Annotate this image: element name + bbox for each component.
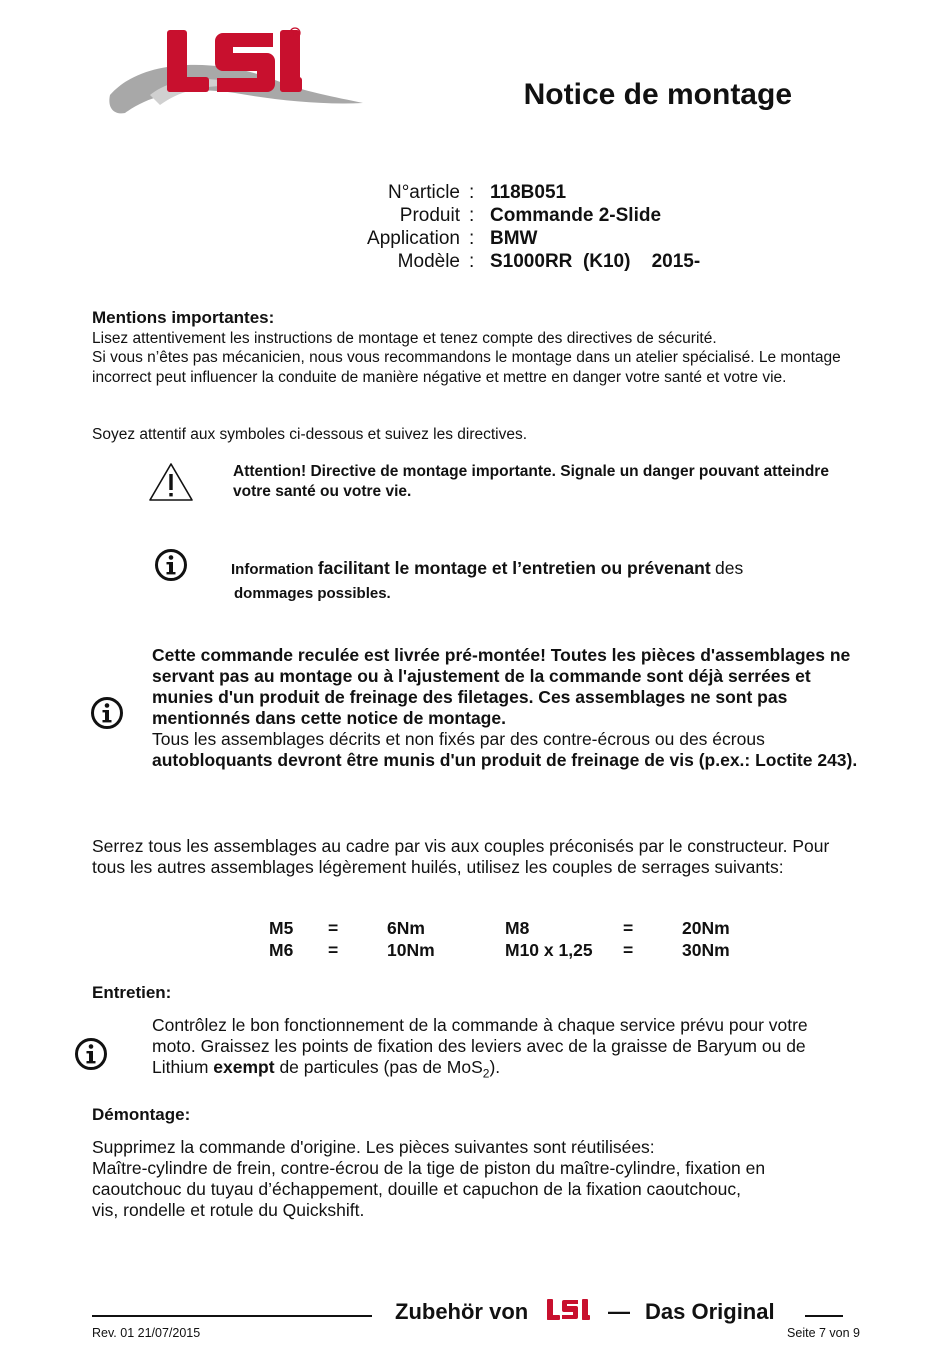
mentions-line3: Soyez attentif aux symboles ci-dessous et suivez les directives.: [92, 426, 528, 443]
notice-normal: Tous les assemblages décrits et non fixés par des contre-écrous ou des écrous: [152, 729, 765, 749]
torque-size: M8: [505, 918, 530, 938]
meta-separator: :: [469, 182, 475, 203]
torque-row: [0, 918, 950, 940]
info-text-d: dommages possibles.: [234, 585, 391, 602]
footer-rule-left: [92, 1315, 372, 1317]
info-text-c: des: [714, 558, 744, 578]
torque-size: M5: [269, 918, 294, 938]
notice-bold: Cette commande reculée est livrée pré-montée! Toutes les pièces d'assemblages ne servant pas au montage ou à l'ajustement de la commande sont déjà serrées et munies d'un produit de freinage des filetages. Ces assemblages ne sont pas mentionnés dans cette notice de montage.: [152, 645, 851, 728]
torque-eq: =: [328, 940, 339, 960]
meta-label: Produit: [399, 205, 460, 226]
torque-row: [0, 940, 950, 962]
meta-separator: :: [469, 251, 475, 272]
mentions-line2: Si vous n’êtes pas mécanicien, nous vous recommandons le montage dans un atelier spécialisé. Le montage incorrect peut influencer la conduite de manière négative et mettre en danger votre santé et votre vie.: [92, 349, 841, 386]
meta-row-application: [0, 228, 950, 252]
mentions-heading: Mentions importantes:: [92, 308, 275, 327]
torque-eq: =: [623, 940, 634, 960]
demontage-line2: Maître-cylindre de frein, contre-écrou de la tige de piston du maître-cylindre, fixation en: [92, 1158, 766, 1178]
footer-revision: Rev. 01 21/07/2015: [92, 1326, 201, 1340]
entretien-heading: Entretien:: [92, 983, 172, 1002]
footer-rule-right: [805, 1315, 843, 1317]
meta-label: N°article: [387, 182, 460, 203]
info-icon: [154, 548, 188, 582]
entretien-text: [152, 1015, 852, 1085]
meta-value: S1000RR (K10) 2015-: [490, 251, 701, 272]
torque-eq: =: [623, 918, 634, 938]
page-title: Notice de montage: [523, 78, 792, 111]
torque-value: 20Nm: [682, 918, 730, 938]
torque-intro: Serrez tous les assemblages au cadre par vis aux couples préconisés par le constructeur. Pour tous les autres assemblages légèrement huilés, utilisez les couples de serrages suivants:: [92, 836, 830, 877]
info-text-a: Information: [231, 561, 314, 578]
meta-row-produit: [0, 205, 950, 229]
footer-page-number: Seite 7 von 9: [787, 1326, 860, 1340]
meta-label: Application: [367, 228, 460, 249]
meta-row-modele: [0, 251, 950, 275]
meta-value: BMW: [490, 228, 538, 249]
demontage-heading: Démontage:: [92, 1105, 191, 1124]
entretien-text-a: Contrôlez le bon fonctionnement de la commande à chaque service prévu pour votre moto. Graissez les points de fixation des leviers avec de la graisse de Baryum ou de Lithium: [152, 1015, 808, 1077]
torque-size: M10 x 1,25: [505, 940, 593, 960]
torque-eq: =: [328, 918, 339, 938]
footer-lsl-logo: [546, 1298, 592, 1322]
notice-bold2: autobloquants devront être munis d'un produit de freinage de vis (p.ex.: Loctite 243).: [152, 750, 858, 770]
entretien-text-c: ).: [489, 1057, 501, 1077]
demontage-line3: caoutchouc du tuyau d’échappement, douille et capuchon de la fixation caoutchouc,: [92, 1179, 741, 1199]
footer-dash: —: [608, 1299, 630, 1324]
info-text-b: facilitant le montage et l’entretien ou prévenant: [317, 558, 711, 578]
mentions-line1: Lisez attentivement les instructions de montage et tenez compte des directives de sécurité.: [92, 330, 717, 347]
meta-separator: :: [469, 228, 475, 249]
meta-value: 118B051: [490, 182, 567, 203]
footer-original: Das Original: [645, 1299, 775, 1324]
info-text: [231, 556, 851, 606]
torque-value: 10Nm: [387, 940, 435, 960]
warning-text: Attention! Directive de montage importante. Signale un danger pouvant atteindre votre santé ou votre vie.: [233, 463, 829, 500]
entretien-text-b: de particules (pas de MoS: [279, 1057, 483, 1077]
demontage-line1: Supprimez la commande d'origine. Les pièces suivantes sont réutilisées:: [92, 1137, 655, 1157]
meta-row-article: [0, 182, 950, 206]
torque-value: 6Nm: [387, 918, 425, 938]
warning-icon: [148, 462, 194, 502]
torque-size: M6: [269, 940, 294, 960]
torque-value: 30Nm: [682, 940, 730, 960]
info-icon: [90, 696, 124, 730]
entretien-text-sub: 2: [482, 1066, 490, 1081]
demontage-line4: vis, rondelle et rotule du Quickshift.: [92, 1200, 365, 1220]
meta-label: Modèle: [397, 251, 460, 272]
meta-value: Commande 2-Slide: [490, 205, 662, 226]
premounted-notice: [152, 645, 872, 771]
meta-separator: :: [469, 205, 475, 226]
info-icon: [74, 1037, 108, 1071]
entretien-text-bold: exempt: [213, 1057, 275, 1077]
svg-text:R: R: [292, 31, 298, 38]
footer-zubehor: Zubehör von: [395, 1299, 529, 1324]
